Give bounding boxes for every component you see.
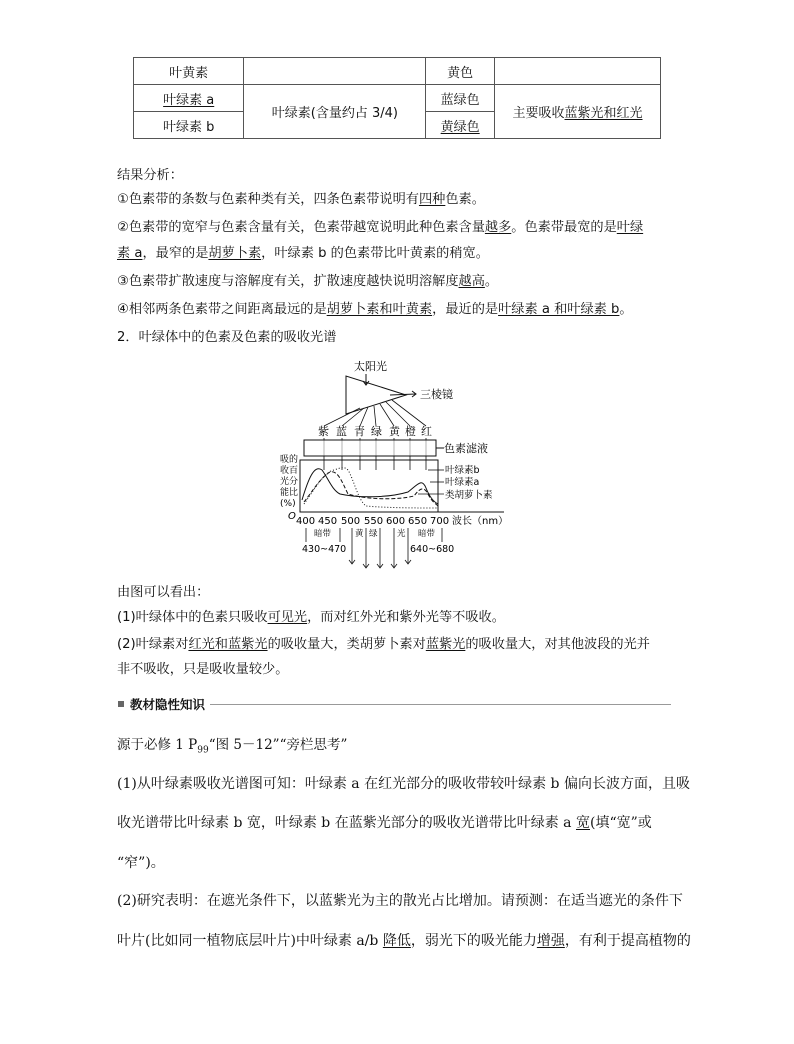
- table-row: [134, 58, 661, 85]
- q1-line-3: “窄”)。: [117, 855, 165, 871]
- prism-label: 三棱镜: [420, 388, 453, 401]
- q1-line-1: (1)从叶绿素吸收光谱图可知：叶绿素 a 在红光部分的吸收带较叶绿素 b 偏向长波方面，且吸: [117, 776, 690, 792]
- filter-box: [304, 440, 436, 456]
- ylabel-line: 能比: [280, 488, 299, 498]
- text: 。: [484, 274, 499, 289]
- absorb-underlined: 蓝紫光和红光: [564, 106, 643, 121]
- text: ，而对红外光和紫外光等不吸收。: [307, 610, 505, 625]
- ylabel-line: 收百: [280, 466, 299, 476]
- color-label: 绿: [371, 425, 382, 438]
- conclusion-line-3: 非不吸收，只是吸收量较少。: [117, 662, 289, 677]
- pigment-table: [133, 57, 661, 139]
- answer: 越高: [458, 274, 485, 289]
- conclusion-line-1: [117, 608, 505, 628]
- text: 叶片(比如同一植物底层叶片)中叶绿素 a/b: [117, 933, 383, 949]
- text: ④相邻两条色素带之间距离最远的是: [117, 302, 327, 317]
- text: (填“宽”或: [589, 815, 652, 831]
- answer: 叶绿素 a 和叶绿素 b: [498, 302, 620, 317]
- legend-entry: 叶绿素b: [445, 465, 480, 476]
- answer: 蓝紫光: [425, 637, 466, 652]
- absorb-empty: [494, 58, 660, 85]
- color-label: 青: [354, 425, 365, 438]
- section-2-title: 2．叶绿体中的色素及色素的吸收光谱: [117, 330, 337, 345]
- x-tick: 500: [341, 516, 361, 527]
- x-tick: 550: [364, 516, 384, 527]
- x-tick: 450: [318, 516, 338, 527]
- q1-line-2: [117, 812, 652, 832]
- text: ，最窄的是: [142, 246, 209, 261]
- answer: 胡萝卜素和叶黄素: [326, 302, 433, 317]
- answer: 降低: [382, 933, 411, 949]
- text: 的吸收量大，对其他波段的光并: [465, 637, 650, 652]
- pigment-group: 叶绿素(含量约占 3/4): [244, 85, 426, 139]
- dark-range-left: 430~470: [302, 544, 347, 555]
- band-char: 黄: [355, 529, 364, 539]
- band-char: 绿: [369, 529, 378, 539]
- q2-line-1: (2)研究表明：在遮光条件下，以蓝紫光为主的散光占比增加。请预测：在适当遮光的条件下: [117, 893, 683, 909]
- answer: 增强: [536, 933, 565, 949]
- band-char: 光: [397, 529, 406, 539]
- text: 收光谱带比叶绿素 b 宽，叶绿素 b 在蓝紫光部分的吸收光谱带比叶绿素 a: [117, 815, 576, 831]
- section-label: 教材隐性知识: [130, 697, 206, 712]
- pigment-name-text: 叶绿素 a: [163, 92, 215, 108]
- analysis-line-3: [117, 244, 489, 264]
- color-label: 黄: [389, 425, 400, 438]
- pigment-color: 黄色: [426, 58, 495, 85]
- x-tick: 700: [430, 516, 450, 527]
- x-unit: 波长（nm）: [452, 516, 509, 527]
- ylabel-line: (%): [280, 499, 296, 509]
- text: ，弱光下的吸光能力: [410, 933, 537, 949]
- sun-label: 太阳光: [354, 360, 387, 373]
- section-divider: [118, 697, 671, 711]
- page-sub: 99: [197, 745, 209, 756]
- x-tick: 400: [296, 516, 316, 527]
- text: “图 5－12”“旁栏思考”: [208, 737, 348, 753]
- filter-label: 色素滤液: [444, 442, 488, 455]
- answer: 可见光: [267, 610, 308, 625]
- pigment-color-text: 黄绿色: [440, 119, 480, 135]
- answer: 四种: [418, 192, 446, 207]
- x-tick: 600: [386, 516, 406, 527]
- x-tick: 650: [408, 516, 428, 527]
- analysis-line-1: [117, 190, 485, 210]
- absorb-info: [494, 85, 660, 139]
- q2-line-2: [117, 930, 691, 950]
- answer: 素 a: [117, 246, 143, 261]
- legend-entry: 叶绿素a: [445, 477, 480, 488]
- absorb-pre: 主要吸收: [512, 106, 565, 121]
- text: 源于必修 1 P: [117, 737, 198, 753]
- text: 色素。: [445, 192, 485, 207]
- absorption-spectrum-figure: [268, 352, 518, 574]
- text: (1)叶绿体中的色素只吸收: [117, 610, 268, 625]
- text: 的吸收量大，类胡萝卜素对: [267, 637, 426, 652]
- text: (2)叶绿素对: [117, 637, 189, 652]
- source-line: [117, 733, 347, 756]
- text: ①色素带的条数与色素种类有关，四条色素带说明有: [117, 192, 419, 207]
- table-row: [134, 85, 661, 112]
- text: ③色素带扩散速度与溶解度有关，扩散速度越快说明溶解度: [117, 274, 459, 289]
- ylabel-line: 吸的: [280, 455, 299, 465]
- color-label: 蓝: [336, 425, 347, 438]
- plot-frame: [300, 460, 438, 512]
- answer: 宽: [575, 815, 590, 831]
- text: ，最近的是: [432, 302, 499, 317]
- pigment-name: [134, 85, 244, 112]
- legend-entry: 类胡萝卜素: [445, 490, 493, 501]
- color-label: 红: [421, 425, 432, 438]
- conclusion-heading: 由图可以看出：: [117, 585, 210, 600]
- analysis-line-5: [117, 300, 633, 320]
- pigment-name: 叶绿素 b: [134, 112, 244, 139]
- chlorophyll-a-curve: [302, 469, 438, 504]
- text: ②色素带的宽窄与色素含量有关，色素带越宽说明此种色素含量: [117, 220, 485, 235]
- answer: 红光和蓝紫光: [188, 637, 268, 652]
- origin-label: O: [288, 511, 296, 522]
- answer: 胡萝卜素: [208, 246, 262, 261]
- text: 。: [619, 302, 633, 317]
- color-label: 紫: [318, 425, 329, 438]
- pigment-name: 叶黄素: [134, 58, 244, 85]
- text: ，叶绿素 b 的色素带比叶黄素的稍宽。: [261, 246, 489, 261]
- ylabel-line: 光分: [280, 477, 299, 487]
- pigment-color: [426, 112, 495, 139]
- dark-band-label: 暗带: [418, 529, 436, 539]
- color-label: 橙: [405, 425, 416, 438]
- section-square-icon: [118, 701, 124, 707]
- text: ，有利于提高植物的: [564, 933, 691, 949]
- pigment-group-empty: [244, 58, 426, 85]
- text: 。色素带最宽的是: [511, 220, 617, 235]
- analysis-heading: 结果分析：: [117, 168, 183, 183]
- answer: 叶绿: [616, 220, 644, 235]
- pigment-color: 蓝绿色: [426, 85, 495, 112]
- dark-range-right: 640~680: [410, 544, 455, 555]
- conclusion-line-2: [117, 635, 650, 655]
- analysis-line-4: [117, 272, 498, 292]
- answer: 越多: [484, 220, 512, 235]
- dark-band-label: 暗带: [314, 529, 332, 539]
- analysis-line-2: [117, 218, 643, 238]
- section-rule: [210, 704, 671, 705]
